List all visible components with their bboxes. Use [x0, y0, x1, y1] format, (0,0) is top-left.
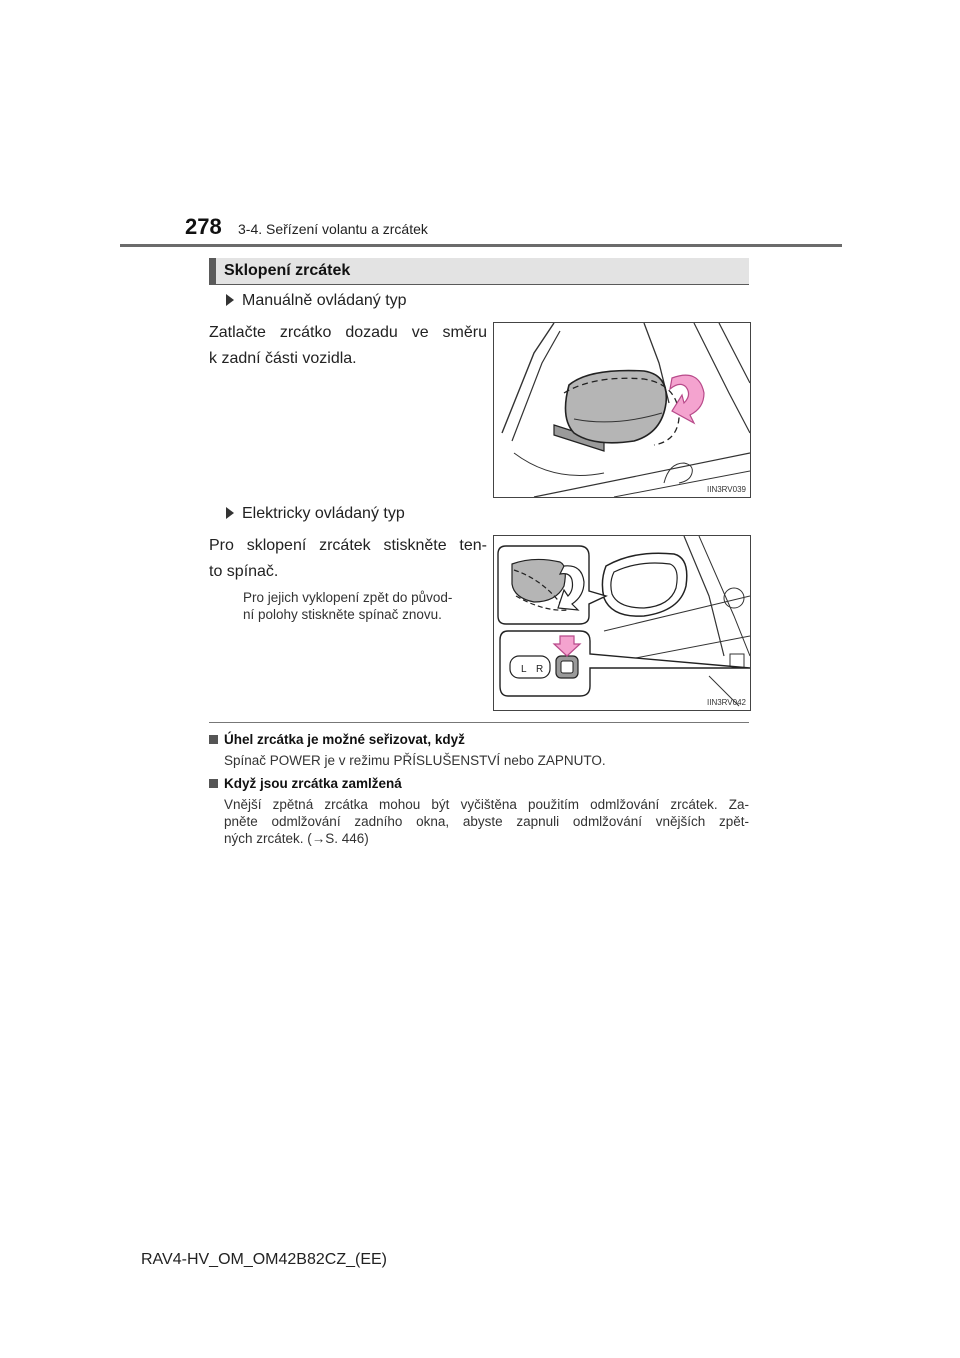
- switch-right-label: R: [536, 664, 544, 675]
- electric-note-line2: ní polohy stiskněte spínač znovu.: [243, 607, 442, 622]
- triangle-bullet-icon: [226, 507, 234, 519]
- info-block-2: [209, 776, 749, 847]
- info-separator: [209, 722, 749, 723]
- page-number: 278: [185, 214, 222, 239]
- triangle-bullet-icon: [226, 294, 234, 306]
- manual-text-line1: Zatlačte zrcátko dozadu ve směru: [209, 324, 487, 341]
- info-heading-1: [209, 732, 749, 747]
- info-heading-2: [209, 776, 749, 791]
- electric-type-text: [209, 533, 487, 585]
- manual-mirror-illustration: [494, 323, 750, 497]
- section-title: Sklopení zrcátek: [224, 262, 351, 279]
- electric-mirror-figure: [493, 535, 751, 711]
- manual-type-text: [209, 320, 487, 372]
- square-bullet-icon: [209, 735, 218, 744]
- info-heading-2-text: Když jsou zrcátka zamlžená: [224, 776, 402, 791]
- footer-doc-code: RAV4-HV_OM_OM42B82CZ_(EE): [141, 1251, 387, 1268]
- electric-text-line1: Pro sklopení zrcátek stiskněte ten-: [209, 537, 487, 554]
- electric-type-label: Elektricky ovládaný typ: [242, 505, 405, 522]
- section-accent: [209, 258, 216, 284]
- manual-mirror-figure: [493, 322, 751, 498]
- electric-note: [243, 589, 487, 623]
- electric-type-subtitle: [226, 505, 405, 523]
- info-text-2-line3: ných zrcátek. (→S. 446): [224, 831, 369, 846]
- manual-text-line2: k zadní části vozidla.: [209, 350, 357, 367]
- header-rule: [120, 244, 842, 247]
- section-heading-bar: [209, 258, 749, 284]
- info-text-2: [224, 796, 749, 847]
- info-text-1: Spínač POWER je v režimu PŘÍSLUŠENSTVÍ nebo ZAPNUTO.: [224, 753, 606, 768]
- electric-text-line2: to spínač.: [209, 563, 279, 580]
- electric-figure-code: IIN3RV042: [707, 698, 746, 707]
- square-bullet-icon: [209, 779, 218, 788]
- chapter-title: 3-4. Seřízení volantu a zrcátek: [238, 221, 428, 237]
- switch-left-label: L: [521, 664, 527, 675]
- manual-type-subtitle: [226, 292, 407, 310]
- electric-note-line1: Pro jejich vyklopení zpět do původ-: [243, 590, 453, 605]
- manual-figure-code: IIN3RV039: [707, 485, 746, 494]
- section-underline: [209, 284, 749, 285]
- manual-type-label: Manuálně ovládaný typ: [242, 292, 407, 309]
- info-heading-1-text: Úhel zrcátka je možné seřizovat, když: [224, 732, 465, 747]
- electric-mirror-illustration: [494, 536, 750, 710]
- info-text-2-line2: pněte odmlžování zadního okna, abyste zapnuli odmlžování vnějších zpět-: [224, 814, 749, 829]
- info-text-2-line1: Vnější zpětná zrcátka mohou být vyčištěna použitím odmlžování zrcátek. Za-: [224, 797, 749, 812]
- info-block-1: [209, 732, 749, 769]
